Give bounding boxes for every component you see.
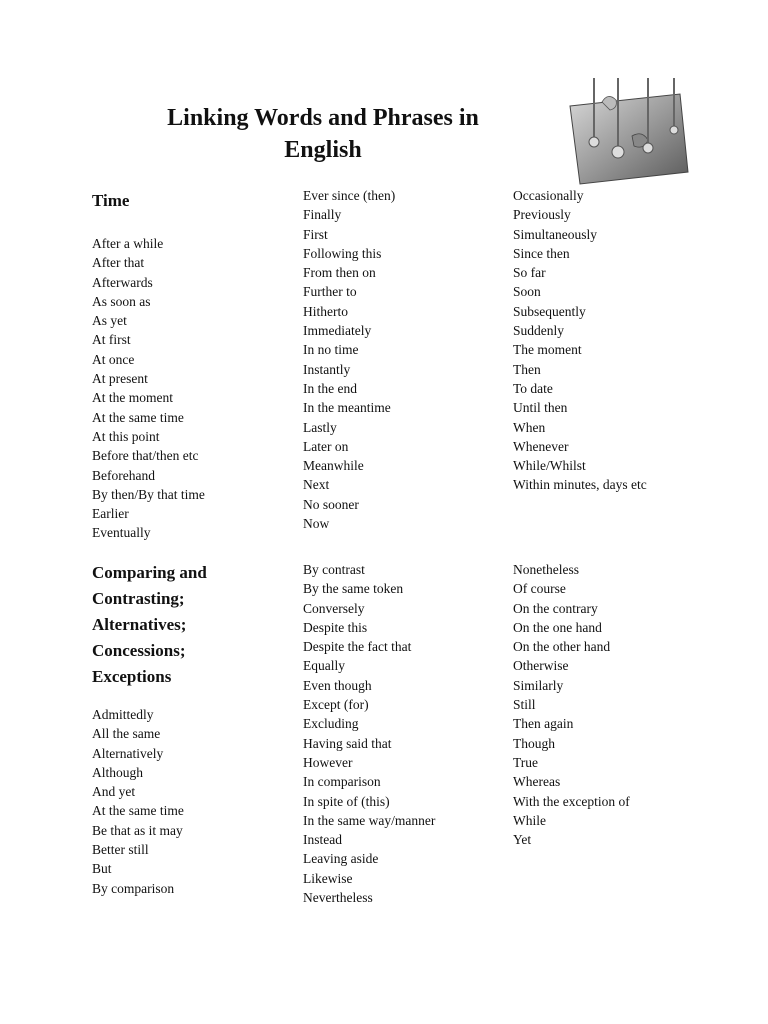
list-item: While [513,812,546,828]
section-compare-column-2 [303,560,503,907]
list-item: Equally [303,658,345,674]
heading-line: Contrasting; [92,589,185,608]
list-item: True [513,754,539,770]
heading-line: Alternatives; [92,615,187,634]
list-item: At the same time [92,803,184,819]
list-item: At first [92,332,131,348]
phrase-list [92,234,282,543]
list-item: By the same token [303,581,404,597]
list-item: After a while [92,236,164,251]
phrase-list [92,705,282,898]
list-item: Still [513,697,536,713]
list-item: Though [513,735,555,751]
list-item: From then on [303,265,376,281]
list-item: Instead [303,832,342,848]
puzzle-chains-image [562,76,692,188]
title-line-2: English [284,137,362,164]
list-item: While/Whilst [513,458,586,474]
heading-line: Comparing and [92,563,207,582]
list-item: Following this [303,245,382,261]
list-item: Afterwards [92,274,153,290]
section-heading [92,188,282,214]
list-item: Meanwhile [303,458,364,474]
list-item: To date [513,380,553,396]
list-item: Better still [92,842,149,858]
list-item: Except (for) [303,697,369,713]
page-title [118,102,528,166]
list-item: Earlier [92,506,129,522]
list-item: At present [92,371,148,387]
list-item: In the meantime [303,400,391,416]
list-item: In the end [303,380,357,396]
list-item: The moment [513,342,582,358]
list-item: By comparison [92,880,175,896]
list-item: Admittedly [92,707,154,722]
list-item: First [303,226,328,242]
list-item: Next [303,477,330,493]
list-item: In no time [303,342,359,358]
list-item: Eventually [92,525,151,541]
list-item: Lastly [303,419,337,435]
list-item: Nonetheless [513,562,579,577]
list-item: Then [513,361,541,377]
phrase-list [303,186,503,533]
list-item: Then again [513,716,574,732]
list-item: In comparison [303,774,381,790]
list-item: On the one hand [513,619,602,635]
list-item: Soon [513,284,541,300]
list-item: Simultaneously [513,226,597,242]
section-compare-column-1 [92,560,282,898]
list-item: Be that as it may [92,822,183,838]
list-item: Although [92,764,144,780]
phrase-list [303,560,503,907]
list-item: No sooner [303,496,359,512]
list-item: Later on [303,438,349,454]
list-item: Alternatively [92,745,164,761]
list-item: Excluding [303,716,359,732]
heading-line: Concessions; [92,641,186,660]
list-item: At the moment [92,390,173,406]
list-item: Despite this [303,619,368,635]
list-item: Likewise [303,870,353,886]
list-item: By contrast [303,562,365,577]
list-item: Further to [303,284,357,300]
list-item: On the contrary [513,600,598,616]
list-item: After that [92,255,145,271]
phrase-list [513,186,733,495]
heading-line: Time [92,191,130,210]
list-item: Finally [303,207,342,223]
list-item: Ever since (then) [303,188,396,203]
list-item: At once [92,351,135,367]
list-item: Until then [513,400,568,416]
list-item: Whenever [513,438,569,454]
title-line-1: Linking Words and Phrases in [167,105,479,132]
list-item: By then/By that time [92,486,205,502]
list-item: Immediately [303,323,372,339]
list-item: Hitherto [303,303,348,319]
list-item: Even though [303,677,372,693]
list-item: And yet [92,784,136,800]
phrase-list [513,560,733,849]
list-item: All the same [92,726,161,742]
list-item: At this point [92,428,160,444]
list-item: Within minutes, days etc [513,477,647,493]
section-time-column-3 [513,186,733,495]
list-item: On the other hand [513,639,611,655]
list-item: When [513,419,546,435]
list-item: However [303,754,353,770]
list-item: Beforehand [92,467,155,483]
list-item: As soon as [92,293,151,309]
list-item: In spite of (this) [303,793,390,809]
list-item: Conversely [303,600,365,616]
list-item: Similarly [513,677,564,693]
list-item: So far [513,265,546,281]
section-compare-column-3 [513,560,733,849]
list-item: Having said that [303,735,392,751]
list-item: Instantly [303,361,351,377]
list-item: At the same time [92,409,184,425]
list-item: Despite the fact that [303,639,412,655]
list-item: In the same way/manner [303,812,436,828]
heading-line: Exceptions [92,667,172,686]
list-item: As yet [92,313,127,329]
list-item: Occasionally [513,188,584,203]
list-item: Suddenly [513,323,565,339]
list-item: Whereas [513,774,561,790]
list-item: With the exception of [513,793,630,809]
list-item: Before that/then etc [92,448,199,464]
list-item: Yet [513,832,532,848]
list-item: Previously [513,207,571,223]
list-item: Subsequently [513,303,586,319]
list-item: But [92,861,112,877]
list-item: Of course [513,581,566,597]
section-heading [92,560,282,690]
list-item: Since then [513,245,570,261]
list-item: Nevertheless [303,890,373,906]
list-item: Leaving aside [303,851,379,867]
list-item: Now [303,516,330,532]
section-time-column-2 [303,186,503,533]
section-time-column-1 [92,186,282,543]
list-item: Otherwise [513,658,569,674]
